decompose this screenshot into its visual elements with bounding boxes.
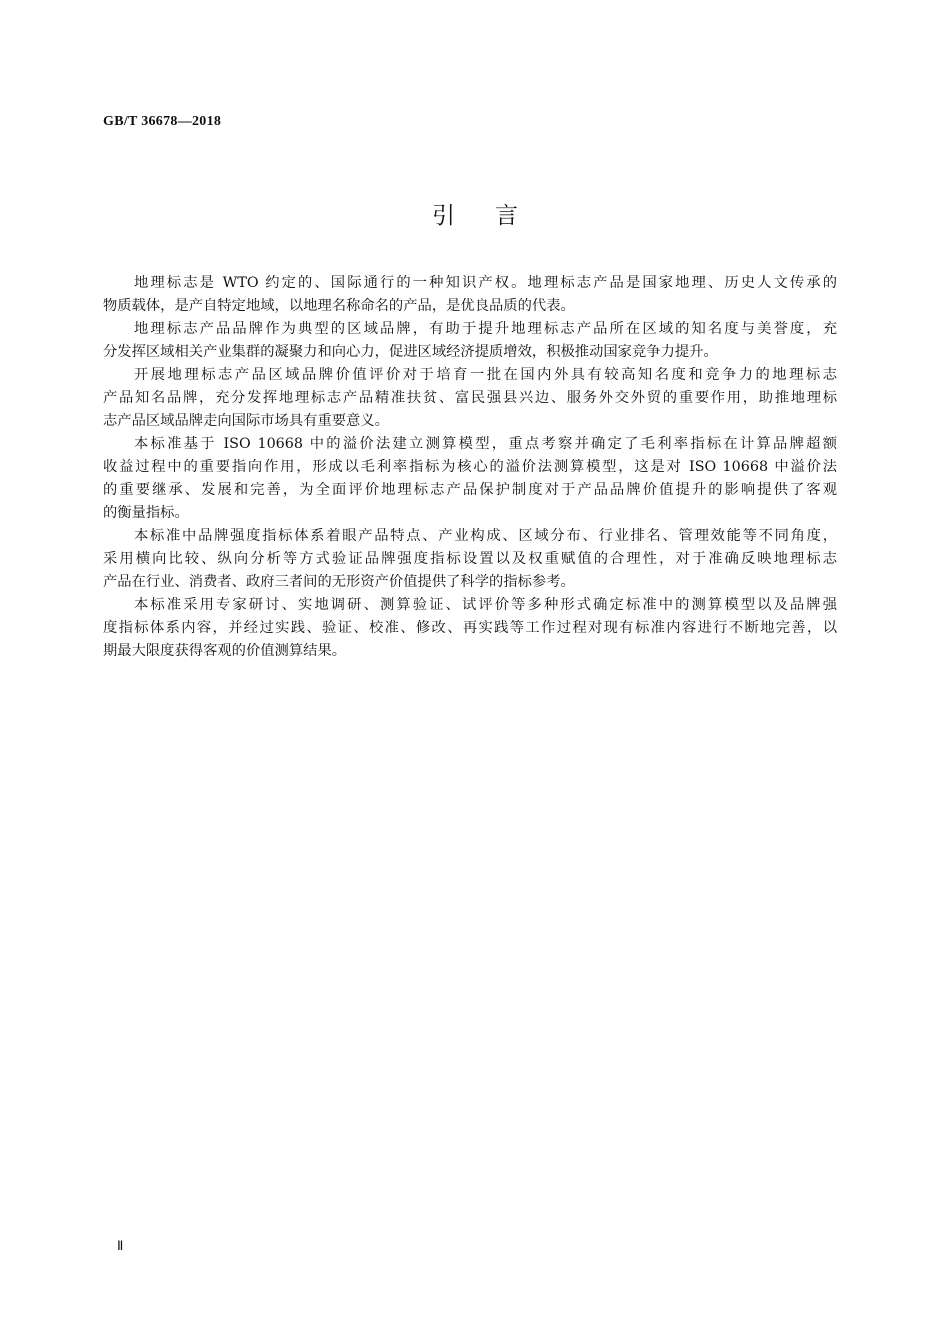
paragraph-line: 度指标体系内容，并经过实践、验证、校准、修改、再实践等工作过程对现有标准内容进行不断地完善，以 [103, 620, 837, 636]
paragraph-line: 地理标志产品品牌作为典型的区域品牌，有助于提升地理标志产品所在区域的知名度与美誉度，充 [134, 321, 837, 337]
document-number: GB/T 36678—2018 [103, 114, 222, 129]
paragraph [103, 433, 837, 525]
paragraph-line: 分发挥区域相关产业集群的凝聚力和向心力，促进区域经济提质增效，积极推动国家竞争力提升。 [103, 344, 718, 360]
paragraph-line: 志产品区域品牌走向国际市场具有重要意义。 [103, 413, 389, 429]
title-char: 引 [432, 203, 455, 229]
paragraph-line: 的重要继承、发展和完善，为全面评价地理标志产品保护制度对于产品品牌价值提升的影响提供了客观 [103, 482, 837, 498]
paragraph-line: 地理标志是 WTO 约定的、国际通行的一种知识产权。地理标志产品是国家地理、历史人文传承的 [134, 275, 837, 291]
paragraph-line: 产品知名品牌，充分发挥地理标志产品精准扶贫、富民强县兴边、服务外交外贸的重要作用，助推地理标 [103, 390, 837, 406]
paragraph-line: 本标准基于 ISO 10668 中的溢价法建立测算模型，重点考察并确定了毛利率指标在计算品牌超额 [134, 436, 837, 452]
paragraph-line: 本标准中品牌强度指标体系着眼产品特点、产业构成、区域分布、行业排名、管理效能等不同角度， [134, 528, 837, 544]
title-char: 言 [495, 203, 518, 229]
paragraph [103, 364, 837, 433]
section-title [0, 197, 950, 230]
paragraph-line: 本标准采用专家研讨、实地调研、测算验证、试评价等多种形式确定标准中的测算模型以及品牌强 [134, 597, 837, 613]
paragraph [103, 525, 837, 594]
introduction-body [103, 272, 837, 663]
paragraph-line: 产品在行业、消费者、政府三者间的无形资产价值提供了科学的指标参考。 [103, 574, 575, 590]
page-number: Ⅱ [117, 1238, 124, 1253]
paragraph-line: 采用横向比较、纵向分析等方式验证品牌强度指标设置以及权重赋值的合理性，对于准确反映地理标志 [103, 551, 837, 567]
paragraph [103, 272, 837, 318]
paragraph-line: 期最大限度获得客观的价值测算结果。 [103, 643, 347, 659]
paragraph-line: 收益过程中的重要指向作用，形成以毛利率指标为核心的溢价法测算模型，这是对 ISO 10668 中溢价法 [103, 459, 837, 475]
paragraph-line: 的衡量指标。 [103, 505, 189, 521]
paragraph [103, 318, 837, 364]
paragraph-line: 开展地理标志产品区域品牌价值评价对于培育一批在国内外具有较高知名度和竞争力的地理标志 [134, 367, 837, 383]
paragraph [103, 594, 837, 663]
paragraph-line: 物质载体，是产自特定地域，以地理名称命名的产品，是优良品质的代表。 [103, 298, 575, 314]
